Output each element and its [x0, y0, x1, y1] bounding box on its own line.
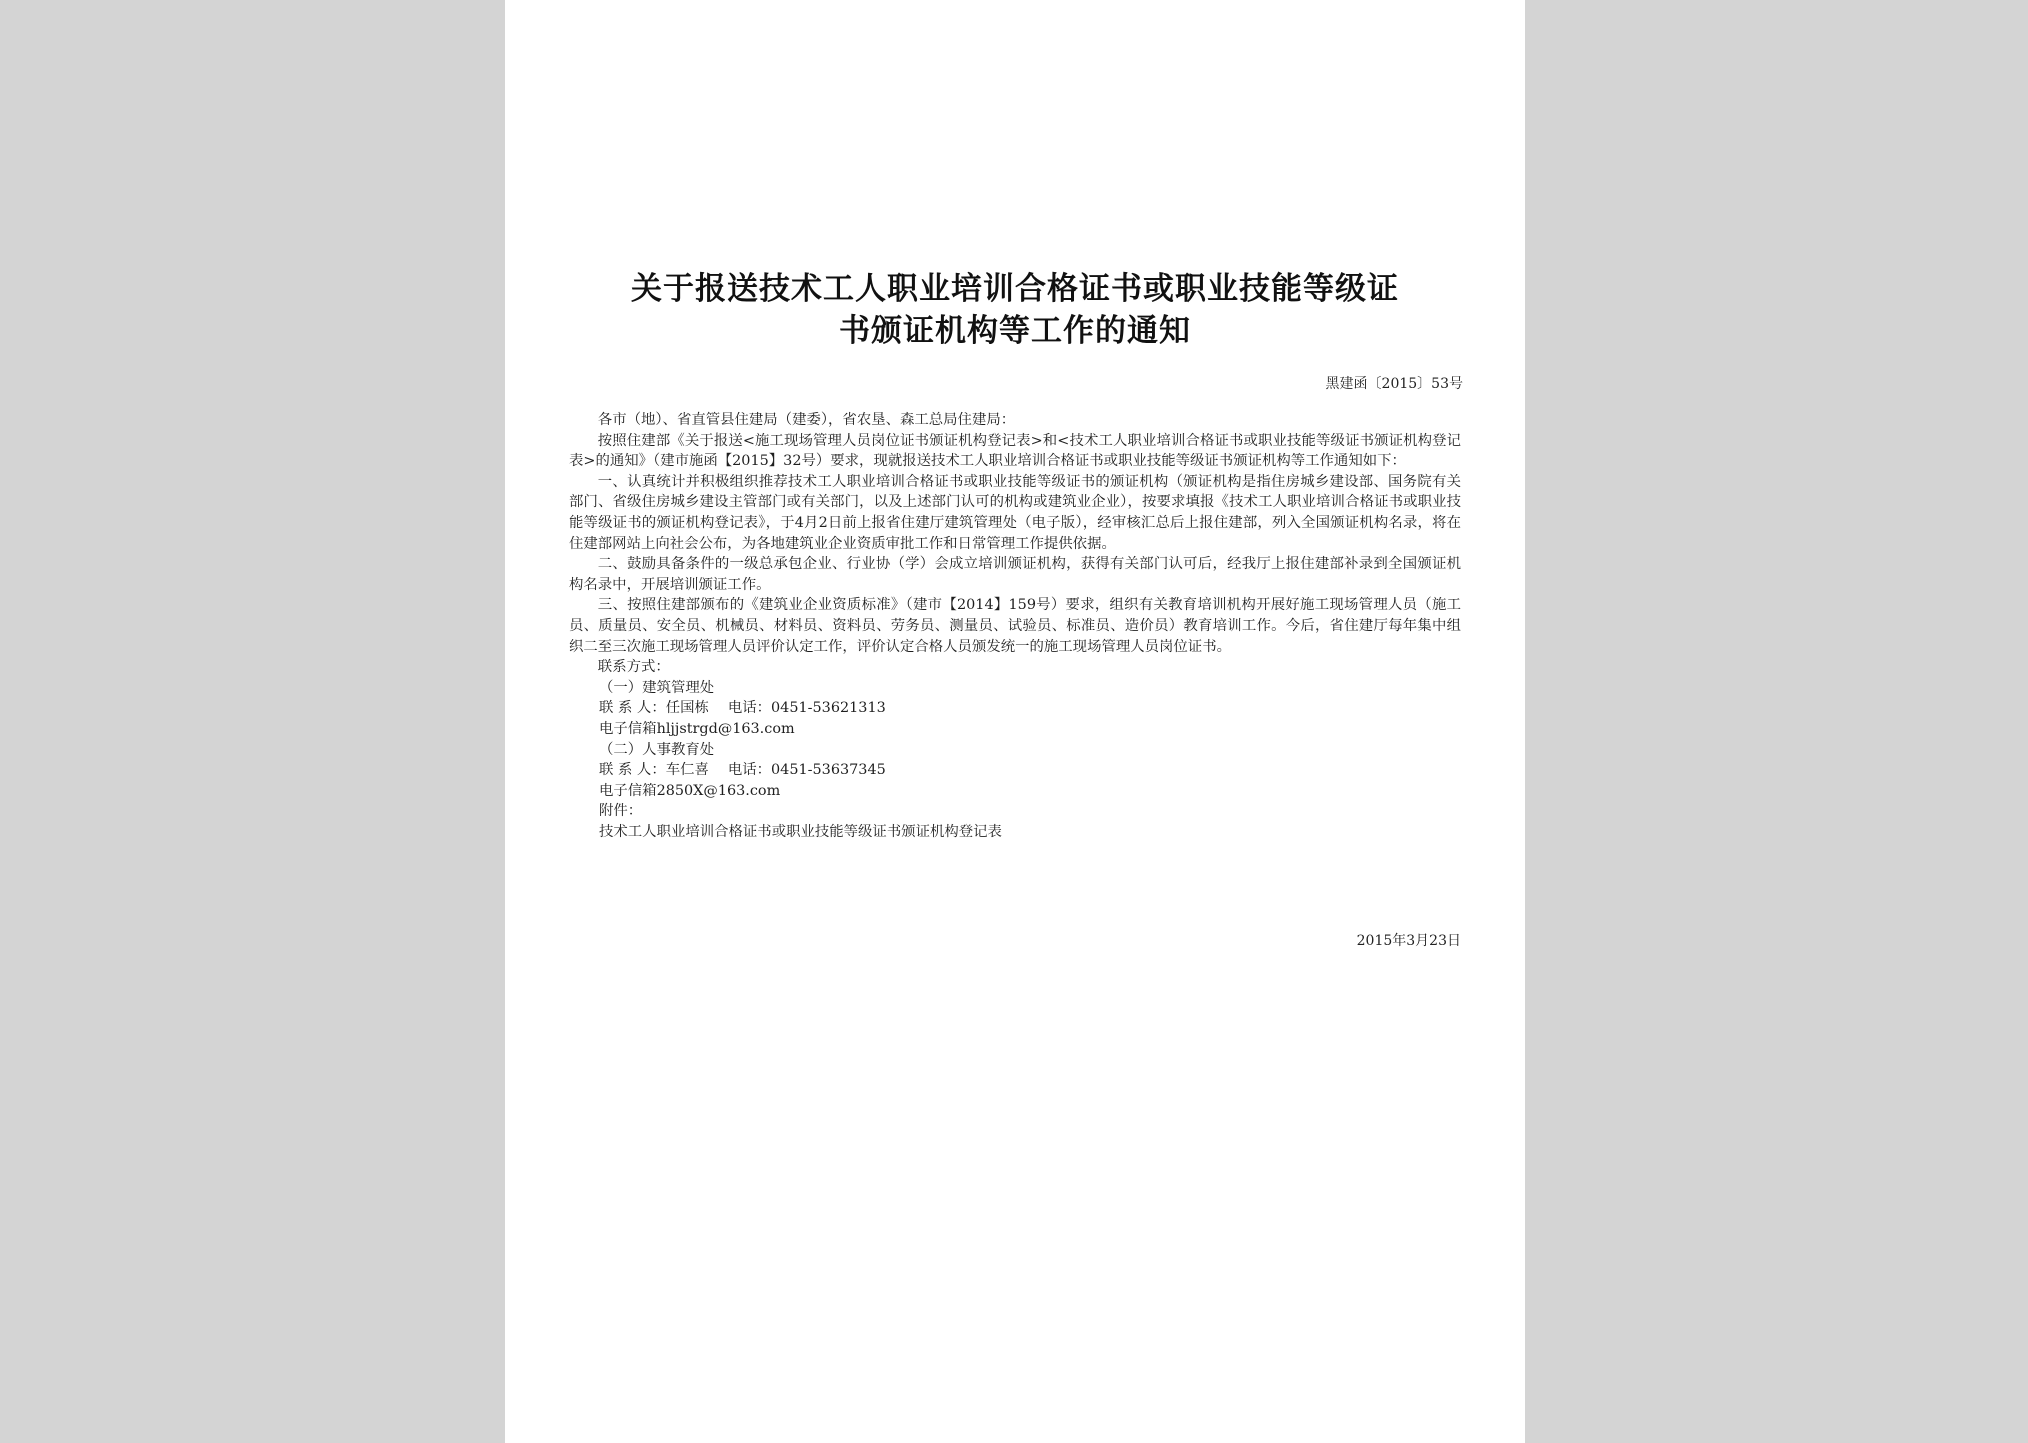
- intro-paragraph: 按照住建部《关于报送<施工现场管理人员岗位证书颁证机构登记表>和<技术工人职业培训合格证书或职业技能等级证书颁证机构登记表>的通知》（建市施函【2015】32号）要求，现就报送技术工人职业培训合格证书或职业技能等级证书颁证机构等工作通知如下：: [569, 432, 1461, 470]
- contact-1-email: 电子信箱hljjstrgd@163.com: [599, 720, 795, 737]
- item-1-paragraph: 一、认真统计并积极组织推荐技术工人职业培训合格证书或职业技能等级证书的颁证机构（颁证机构是指住房城乡建设部、国务院有关部门、省级住房城乡建设主管部门或有关部门，以及上述部门认可的机构或建筑业企业），按要求填报《技术工人职业培训合格证书或职业技能等级证书的颁证机构登记表》，于4月2日前上报省住建厅建筑管理处（电子版），经审核汇总后上报住建部，列入全国颁证机构名录，将在住建部网站上向社会公布，为各地建筑业企业资质审批工作和日常管理工作提供依据。: [569, 473, 1461, 552]
- document-body: [569, 410, 1461, 842]
- contact-heading: 联系方式：: [597, 659, 670, 676]
- contact-2-email: 电子信箱2850X@163.com: [599, 782, 781, 799]
- title-line-2: 书颁证机构等工作的通知: [839, 313, 1191, 349]
- document-title: [565, 268, 1465, 352]
- salutation: 各市（地）、省直管县住建局（建委），省农垦、森工总局住建局：: [597, 412, 1016, 428]
- title-line-1: 关于报送技术工人职业培训合格证书或职业技能等级证: [631, 271, 1399, 307]
- contact-2-department: （二）人事教育处: [599, 741, 715, 758]
- contact-1-person: 联 系 人：任国栋 电话：0451-53621313: [599, 700, 886, 717]
- item-2-paragraph: 二、鼓励具备条件的一级总承包企业、行业协（学）会成立培训颁证机构，获得有关部门认可后，经我厅上报住建部补录到全国颁证机构名录中，开展培训颁证工作。: [569, 556, 1461, 593]
- contact-2-person: 联 系 人：车仁喜 电话：0451-53637345: [599, 762, 886, 779]
- attachment-heading: 附件：: [599, 803, 643, 820]
- attachment-name: 技术工人职业培训合格证书或职业技能等级证书颁证机构登记表: [599, 823, 1002, 840]
- document-number: 黑建函〔2015〕53号: [1325, 376, 1463, 392]
- contact-1-department: （一）建筑管理处: [599, 679, 715, 696]
- item-3-paragraph: 三、按照住建部颁布的《建筑业企业资质标准》（建市【2014】159号）要求，组织有关教育培训机构开展好施工现场管理人员（施工员、质量员、安全员、机械员、材料员、资料员、劳务员、测量员、试验员、标准员、造价员）教育培训工作。今后，省住建厅每年集中组织二至三次施工现场管理人员评价认定工作，评价认定合格人员颁发统一的施工现场管理人员岗位证书。: [569, 597, 1461, 655]
- document-date: 2015年3月23日: [1356, 933, 1461, 949]
- document-page: [505, 0, 1525, 1443]
